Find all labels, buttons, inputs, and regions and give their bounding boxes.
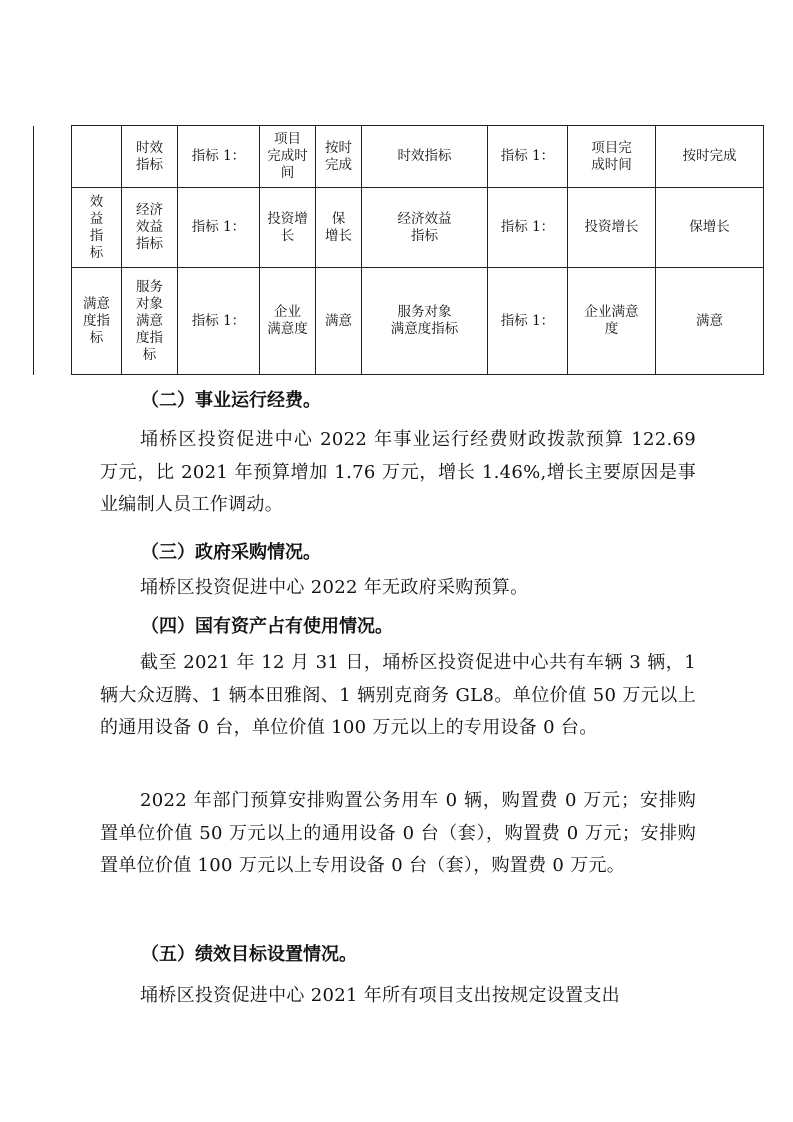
table-cell: 指标 1： (488, 268, 568, 375)
table-cell: 按时 完成 (316, 126, 362, 188)
table-cell: 满意 (656, 268, 764, 375)
table-cell: 项目 完成时 间 (260, 126, 316, 188)
section-heading-procurement: （三）政府采购情况。 (141, 542, 321, 563)
table-row (34, 126, 764, 188)
table-cell: 指标 1： (178, 268, 260, 375)
table-cell: 指标 1： (178, 126, 260, 188)
table-cell: 指标 1： (488, 188, 568, 268)
table-cell: 按时完成 (656, 126, 764, 188)
paragraph-state-assets-purchase: 2022 年部门预算安排购置公务用车 0 辆，购置费 0 万元；安排购置单位价值 50 万元以上的通用设备 0 台（套），购置费 0 万元；安排购置单位价值 100 万元以上专用设备 0 台（套），购置费 0 万元。 (100, 790, 696, 877)
paragraph-operating-funds: 埇桥区投资促进中心 2022 年事业运行经费财政拨款预算 122.69 万元，比 2021 年预算增加 1.76 万元，增长 1.46%,增长主要原因是事业编制人员工作调动。 (100, 429, 696, 516)
table-cell: 服务对象 满意度指标 (362, 268, 488, 375)
table-row (34, 188, 764, 268)
paragraph-performance-goals: 埇桥区投资促进中心 2021 年所有项目支出按规定设置支出 (140, 985, 620, 1006)
table-cell: 满意 度指 标 (72, 268, 122, 375)
table-cell: 保 增长 (316, 188, 362, 268)
table-cell: 投资增 长 (260, 188, 316, 268)
table-cell: 项目完 成时间 (568, 126, 656, 188)
table-left-margin-cell (34, 126, 72, 375)
table-cell: 服务 对象 满意 度指 标 (122, 268, 178, 375)
table-cell (72, 126, 122, 188)
table-cell: 指标 1： (178, 188, 260, 268)
table-cell: 保增长 (656, 188, 764, 268)
table-cell: 时效指标 (362, 126, 488, 188)
table-cell: 企业 满意度 (260, 268, 316, 375)
table-cell: 时效 指标 (122, 126, 178, 188)
table-cell: 投资增长 (568, 188, 656, 268)
table-cell: 效 益 指 标 (72, 188, 122, 268)
table-cell: 经济效益 指标 (362, 188, 488, 268)
paragraph-state-assets-vehicles: 截至 2021 年 12 月 31 日，埇桥区投资促进中心共有车辆 3 辆，1 辆大众迈腾、1 辆本田雅阁、1 辆别克商务 GL8。单位价值 50 万元以上的通用设备 0 台，单位价值 100 万元以上的专用设备 0 台。 (100, 652, 696, 739)
table-cell: 满意 (316, 268, 362, 375)
section-heading-performance-goals: （五）绩效目标设置情况。 (141, 944, 357, 965)
performance-indicator-table (33, 125, 764, 375)
table-cell: 经济 效益 指标 (122, 188, 178, 268)
table-cell: 企业满意 度 (568, 268, 656, 375)
table-cell: 指标 1： (488, 126, 568, 188)
section-heading-state-assets: （四）国有资产占有使用情况。 (141, 616, 393, 637)
section-heading-operating-funds: （二）事业运行经费。 (141, 390, 321, 411)
table-row (34, 268, 764, 375)
paragraph-procurement: 埇桥区投资促进中心 2022 年无政府采购预算。 (140, 577, 529, 598)
